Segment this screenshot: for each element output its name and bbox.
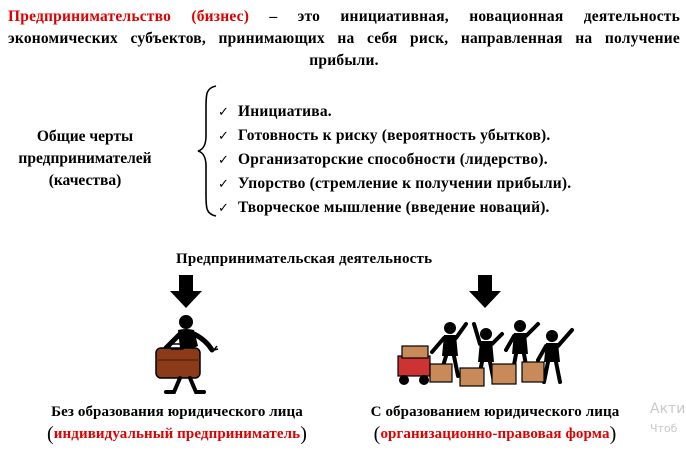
check-icon: ✓ bbox=[218, 177, 230, 192]
check-icon: ✓ bbox=[218, 105, 230, 120]
definition-term: Предпринимательство (бизнес) bbox=[8, 8, 250, 25]
trait-item: ✓ Готовность к риску (вероятность убытков). bbox=[218, 124, 571, 148]
sole-proprietor-caption: Без образования юридического лица (индивидуальный предприниматель) bbox=[12, 401, 342, 445]
trait-item: ✓ Упорство (стремление к получении прибыли). bbox=[218, 172, 571, 196]
trait-item: ✓ Творческое мышление (введение новаций). bbox=[218, 196, 571, 220]
group-entrepreneurs-illustration bbox=[394, 316, 582, 390]
definition-paragraph bbox=[8, 6, 680, 72]
left-caption-text: Без образования юридического лица bbox=[51, 404, 303, 420]
check-icon: ✓ bbox=[218, 201, 230, 216]
check-icon: ✓ bbox=[218, 129, 230, 144]
curly-brace bbox=[196, 84, 220, 218]
definition-text: – это инициативная, новационная деятельность экономических субъектов, принимающих на себя риск, направленная на получение прибыли. bbox=[8, 8, 681, 69]
traits-label: Общие черты предпринимателей (качества) bbox=[18, 128, 152, 189]
left-caption-highlight: индивидуальный предприниматель bbox=[53, 426, 301, 442]
traits-list bbox=[218, 100, 571, 220]
activation-watermark: Акти Чтоб bbox=[650, 401, 686, 435]
single-entrepreneur-illustration bbox=[150, 312, 230, 394]
trait-item: ✓ Инициатива. bbox=[218, 100, 571, 124]
check-icon: ✓ bbox=[218, 153, 230, 168]
down-arrow-icon bbox=[468, 275, 502, 309]
down-arrow-icon bbox=[169, 275, 203, 309]
trait-item: ✓ Организаторские способности (лидерство). bbox=[218, 148, 571, 172]
activity-heading: Предпринимательская деятельность bbox=[176, 251, 433, 267]
right-caption-text: С образованием юридического лица bbox=[370, 404, 620, 420]
legal-entity-caption: С образованием юридического лица (организационно-правовая форма) bbox=[340, 401, 650, 445]
right-caption-highlight: организационно-правовая форма bbox=[380, 426, 610, 442]
